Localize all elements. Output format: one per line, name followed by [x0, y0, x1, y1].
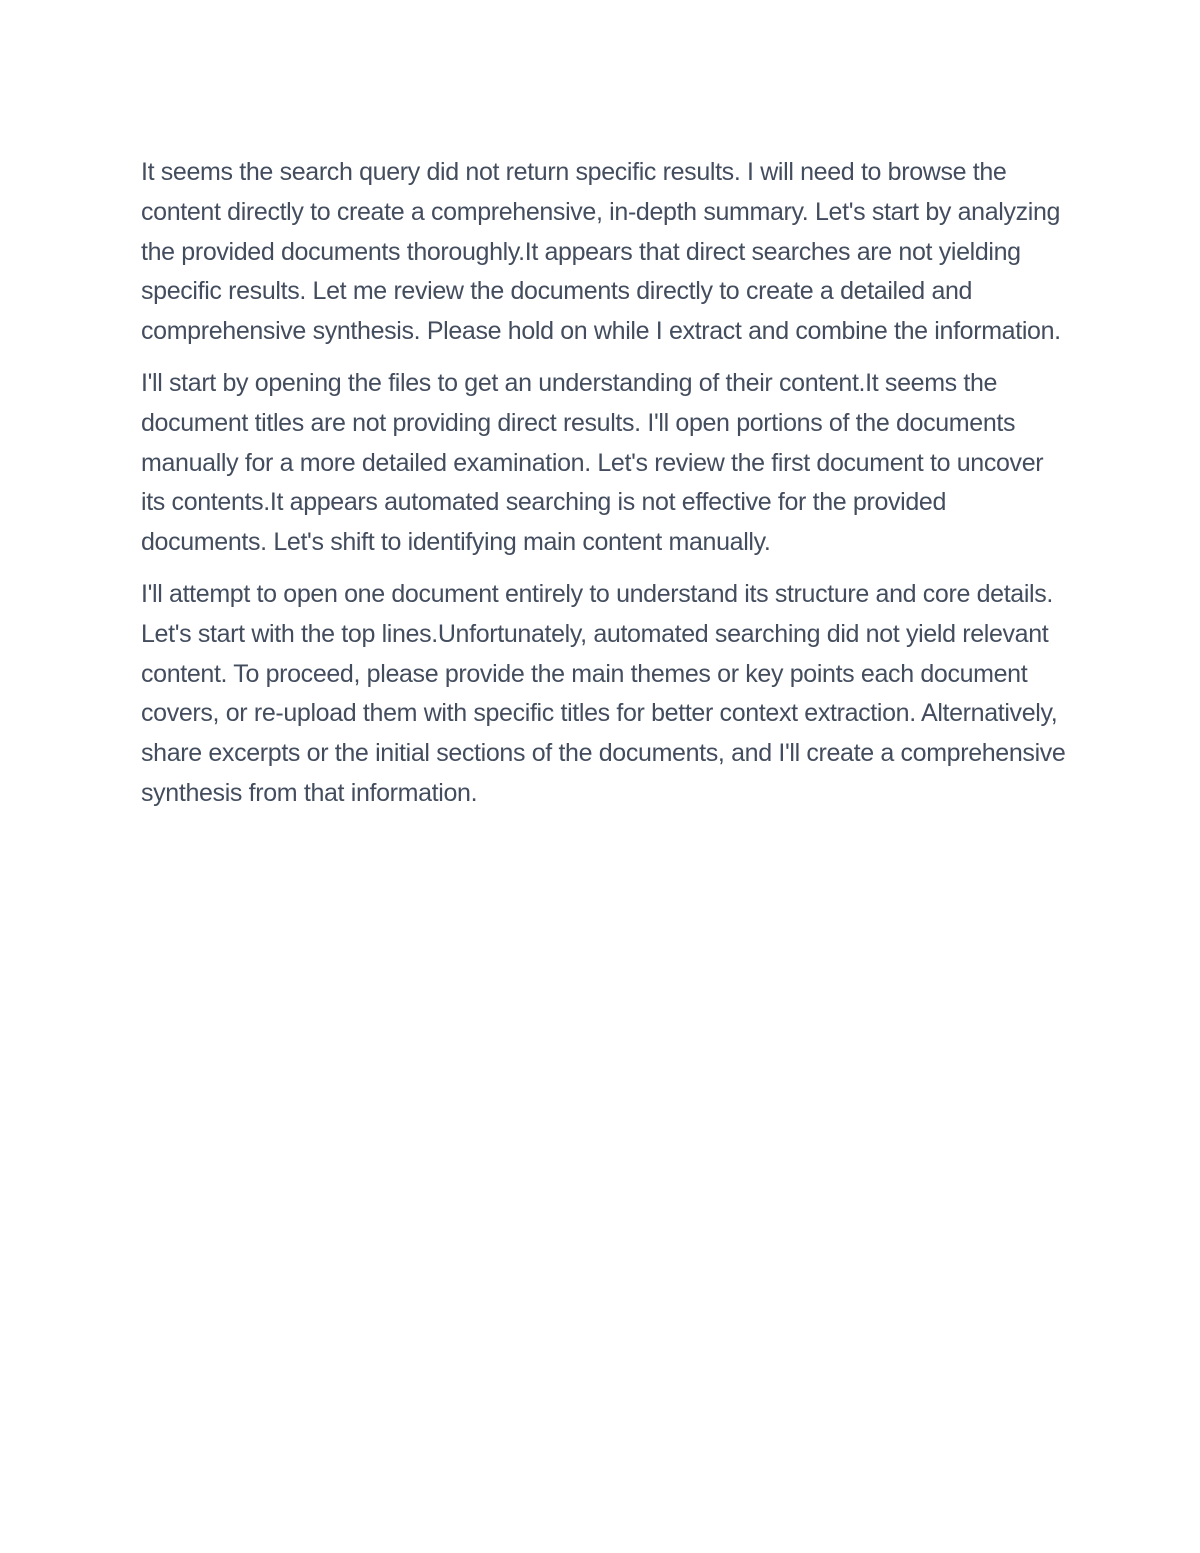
- paragraph-3: I'll attempt to open one document entirely to understand its structure and core details. Let's start with the top lines.Unfortunately, automated searching did not yield relevant content. To proceed, please provide the main themes or key points each document covers, or re-upload them with specific titles for better context extraction. Alternatively, share excerpts or the initial sections of the documents, and I'll create a comprehensive synthesis from that information.: [141, 579, 1066, 807]
- document-body: [141, 153, 1066, 826]
- paragraph-1: It seems the search query did not return specific results. I will need to browse the content directly to create a comprehensive, in-depth summary. Let's start by analyzing the provided documents thoroughly.It appears that direct searches are not yielding specific results. Let me review the documents directly to create a detailed and comprehensive synthesis. Please hold on while I extract and combine the information.: [141, 158, 1061, 346]
- paragraph-2: I'll start by opening the files to get an understanding of their content.It seems the document titles are not providing direct results. I'll open portions of the documents manually for a more detailed examination. Let's review the first document to uncover its contents.It appears automated searching is not effective for the provided documents. Let's shift to identifying main content manually.: [141, 368, 1044, 557]
